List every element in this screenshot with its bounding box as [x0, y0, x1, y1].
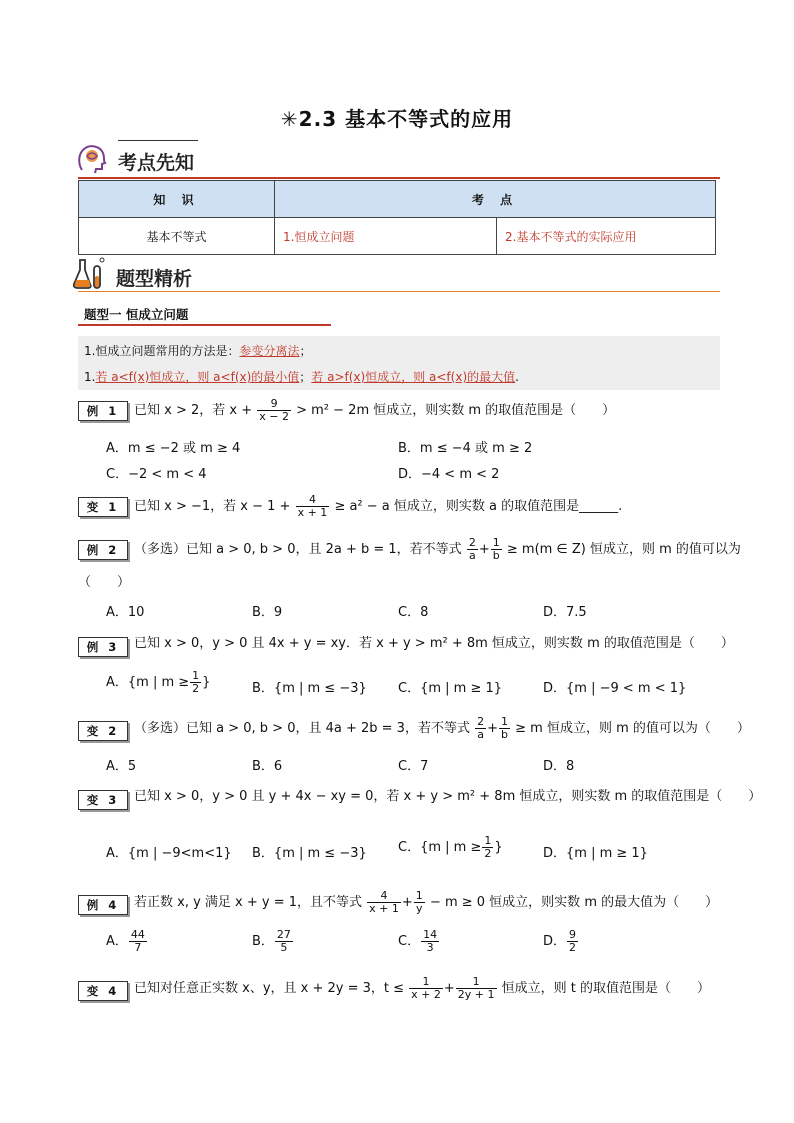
- example-tag: 例 2: [78, 540, 128, 560]
- fraction: $\frac{4}{x + 1}$: [369, 889, 399, 915]
- example-tag: 例 3: [78, 637, 128, 657]
- question-var4: 已知对任意正实数 x、y，且 x + 2y = 3，t ≤ $\frac{1}{x + 2}$ + $\frac{1}{2y + 1}$ 恒成立，则 t 的取值范围是（ ）: [134, 975, 711, 1001]
- fraction: $\frac{9}{x - 2}$: [259, 397, 289, 423]
- fraction: $\frac{1}{b}$: [501, 715, 508, 741]
- table-header-knowledge: 知 识: [79, 181, 275, 218]
- fraction: $\frac{9}{2}$: [569, 928, 577, 954]
- fraction: $\frac{27}{5}$: [276, 928, 291, 954]
- type-title-underline: [78, 324, 331, 326]
- method-note: [78, 336, 720, 390]
- option-a: A．10: [106, 605, 145, 620]
- option-a: A．{m | −9<m<1}: [106, 846, 232, 861]
- option-d: D．8: [543, 759, 575, 774]
- example-tag: 例 4: [78, 895, 128, 915]
- fraction: $\frac{14}{3}$: [423, 928, 438, 954]
- type-title: 题型一 恒成立问题: [84, 307, 189, 322]
- question-var1: 已知 x > −1，若 x − 1 + $\frac{4}{x + 1}$ ≥ a² − a 恒成立，则实数 a 的取值范围是______.: [134, 493, 623, 519]
- table-cell-point1: 1.恒成立问题: [275, 218, 497, 255]
- option-a: A．5: [106, 759, 137, 774]
- option-d: D．{m | −9 < m < 1}: [543, 681, 687, 696]
- fraction: $\frac{2}{a}$: [468, 536, 476, 562]
- variant-tag: 变 3: [78, 790, 128, 810]
- fraction: $\frac{1}{2y + 1}$: [457, 975, 495, 1001]
- question-ex1: 已知 x > 2，若 x + $\frac{9}{x - 2}$ > m² − 2m 恒成立，则实数 m 的取值范围是（ ）: [134, 397, 616, 423]
- method-highlight: 参变分离法: [239, 344, 300, 358]
- page-title: ✳2.3 基本不等式的应用: [280, 107, 514, 131]
- table-cell-knowledge: 基本不等式: [79, 218, 275, 255]
- example-tag: 例 1: [78, 401, 128, 421]
- option-c: C．{m | m ≥ 1}: [398, 681, 503, 696]
- fraction: $\frac{4}{x + 1}$: [297, 493, 328, 519]
- option-a: A．m ≤ −2 或 m ≥ 4: [106, 441, 241, 456]
- brain-head-icon: [74, 140, 108, 174]
- table-cell-point2: 2.基本不等式的实际应用: [497, 218, 716, 255]
- question-ex4: 若正数 x, y 满足 x + y = 1，且不等式 $\frac{4}{x + 1}$ + $\frac{1}{y}$ − m ≥ 0 恒成立，则实数 m 的最大值为（ ）: [134, 889, 719, 915]
- option-d: D．−4 < m < 2: [398, 467, 500, 482]
- option-c: C．−2 < m < 4: [106, 467, 207, 482]
- option-d: D．{m | m ≥ 1}: [543, 846, 648, 861]
- option-b: B．6: [252, 759, 283, 774]
- fraction: $\frac{1}{b}$: [492, 536, 500, 562]
- variant-tag: 变 4: [78, 981, 128, 1001]
- knowledge-table: [78, 180, 716, 255]
- fraction: $\frac{1}{y}$: [415, 889, 423, 915]
- option-b: B． $\frac{27}{5}$: [252, 928, 291, 954]
- question-ex2-cont: （ ）: [78, 575, 131, 590]
- table-row: [79, 218, 716, 255]
- fraction: $\frac{1}{2}$: [484, 834, 492, 860]
- option-c: C．8: [398, 605, 429, 620]
- option-b: B．{m | m ≤ −3}: [252, 681, 367, 696]
- option-c: C．{m | m ≥ $\frac{1}{2}$ }: [398, 834, 503, 860]
- fraction: $\frac{2}{a}$: [477, 715, 485, 741]
- option-a: A． $\frac{44}{7}$: [106, 928, 145, 954]
- section-divider: [118, 140, 198, 141]
- option-a: A．{m | m ≥ $\frac{1}{2}$ }: [106, 669, 211, 695]
- flask-icon: [72, 256, 106, 290]
- section-title-tixing: 题型精析: [116, 268, 193, 290]
- variant-tag: 变 2: [78, 721, 128, 741]
- question-ex2: （多选）已知 a > 0, b > 0，且 2a + b = 1，若不等式 $\frac{2}{a}$ + $\frac{1}{b}$ ≥ m(m ∈ Z) 恒成立，则 m 的值可以为: [134, 536, 741, 562]
- option-b: B．9: [252, 605, 283, 620]
- table-header-row: [79, 181, 716, 218]
- question-ex3: 已知 x > 0，y > 0 且 4x + y = xy．若 x + y > m² + 8m 恒成立，则实数 m 的取值范围是（ ）: [134, 636, 734, 651]
- section-title-kaodian: 考点先知: [118, 152, 195, 174]
- note-line-1: 1.恒成立问题常用的方法是：参变分离法；: [84, 344, 312, 358]
- option-d: D． $\frac{9}{2}$: [543, 928, 577, 954]
- fraction: $\frac{1}{2}$: [192, 669, 200, 695]
- option-c: C．7: [398, 759, 429, 774]
- option-c: C． $\frac{14}{3}$: [398, 928, 438, 954]
- section-underline: [78, 291, 720, 292]
- note-line-2: 1.若 a<f(x)恒成立，则 a<f(x)的最小值；若 a>f(x)恒成立，则 a<f(x)的最大值.: [84, 370, 519, 384]
- option-b: B．{m | m ≤ −3}: [252, 846, 367, 861]
- option-b: B．m ≤ −4 或 m ≥ 2: [398, 441, 533, 456]
- fraction: $\frac{44}{7}$: [130, 928, 145, 954]
- section-underline: [78, 177, 720, 179]
- question-var2: （多选）已知 a > 0, b > 0，且 4a + 2b = 3，若不等式 $\frac{2}{a}$ + $\frac{1}{b}$ ≥ m 恒成立，则 m 的值可以为（ ）: [134, 715, 750, 741]
- variant-tag: 变 1: [78, 497, 128, 517]
- question-var3: 已知 x > 0，y > 0 且 y + 4x − xy = 0，若 x + y > m² + 8m 恒成立，则实数 m 的取值范围是（ ）: [134, 789, 762, 804]
- option-d: D．7.5: [543, 605, 587, 620]
- fraction: $\frac{1}{x + 2}$: [411, 975, 441, 1001]
- table-header-points: 考 点: [275, 181, 716, 218]
